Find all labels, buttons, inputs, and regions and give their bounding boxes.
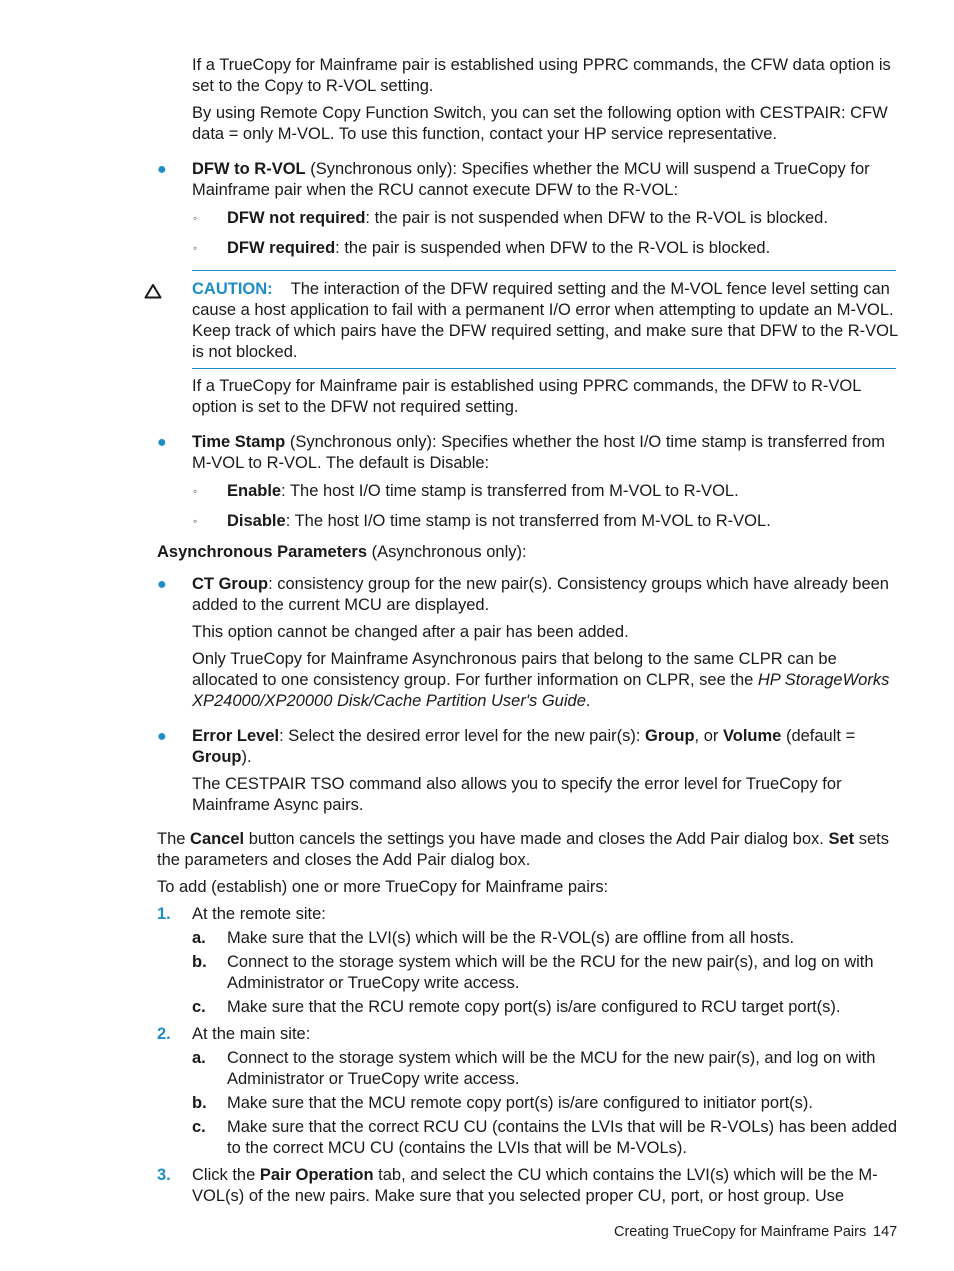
sub-item-enable: Enable: The host I/O time stamp is transferred from M-VOL to R-VOL. <box>227 482 739 500</box>
step-number: 2. <box>157 1025 171 1043</box>
step-number: 3. <box>157 1166 171 1184</box>
substep-letter: b. <box>192 1094 207 1112</box>
step-1: At the remote site: <box>192 905 326 923</box>
step-2c: Make sure that the correct RCU CU (contains the LVIs that will be R-VOLs) has been added to the correct MCU CU (contains the LVIs that will be M-VOLs). <box>227 1118 898 1157</box>
caution-top-rule <box>192 270 896 271</box>
substep-letter: c. <box>192 1118 206 1136</box>
hollow-circle-bullet: ◦ <box>193 484 198 498</box>
list-item-time-stamp: Time Stamp (Synchronous only): Specifies whether the host I/O time stamp is transferred from M-VOL to R-VOL. The default is Disable: <box>192 433 885 472</box>
caution-note: CAUTION: The interaction of the DFW required setting and the M-VOL fence level setting can cause a host application to fail with a permanent I/O error when attempting to update an M-VOL. Keep track of which pairs have the DFW required setting, and make sure that DFW to the R-VOL is not blocked. <box>192 280 898 361</box>
bullet-dot: ● <box>157 728 167 745</box>
substep-letter: a. <box>192 1049 206 1067</box>
bullet-dot: ● <box>157 576 167 593</box>
list-item-dfw-to-rvol: DFW to R-VOL (Synchronous only): Specifies whether the MCU will suspend a TrueCopy for Mainframe pair when the RCU cannot execute DFW to the R-VOL: <box>192 160 870 199</box>
heading-async-parameters: Asynchronous Parameters (Asynchronous only): <box>157 543 527 561</box>
paragraph-ct-clpr: Only TrueCopy for Mainframe Asynchronous pairs that belong to the same CLPR can be allocated to one consistency group. For further information on CLPR, see the HP StorageWorks XP24000/XP20000 Disk/Cache Partition User's Guide. <box>192 650 890 710</box>
sub-item-disable: Disable: The host I/O time stamp is not transferred from M-VOL to R-VOL. <box>227 512 771 530</box>
step-1c: Make sure that the RCU remote copy port(s) is/are configured to RCU target port(s). <box>227 998 841 1016</box>
paragraph-dfw-pprc: If a TrueCopy for Mainframe pair is established using PPRC commands, the DFW to R-VOL option is set to the DFW not required setting. <box>192 377 861 416</box>
bullet-dot: ● <box>157 434 167 451</box>
paragraph-cestpair-tso: The CESTPAIR TSO command also allows you to specify the error level for TrueCopy for Mainframe Async pairs. <box>192 775 842 814</box>
paragraph-cancel-set: The Cancel button cancels the settings you have made and closes the Add Pair dialog box. Set sets the parameters and closes the Add Pair dialog box. <box>157 830 889 869</box>
warning-triangle-icon <box>144 283 162 299</box>
list-item-ct-group: CT Group: consistency group for the new pair(s). Consistency groups which have already been added to the current MCU are displayed. <box>192 575 889 614</box>
page-number: 147 <box>873 1224 898 1240</box>
bullet-dot: ● <box>157 161 167 178</box>
sub-item-dfw-required: DFW required: the pair is suspended when DFW to the R-VOL is blocked. <box>227 239 771 257</box>
footer-section-title: Creating TrueCopy for Mainframe Pairs <box>614 1224 867 1240</box>
list-item-error-level: Error Level: Select the desired error level for the new pair(s): Group, or Volume (default = Group). <box>192 727 856 766</box>
substep-letter: c. <box>192 998 206 1016</box>
paragraph-procedure-intro: To add (establish) one or more TrueCopy for Mainframe pairs: <box>157 878 609 896</box>
paragraph-cfw-pprc: If a TrueCopy for Mainframe pair is established using PPRC commands, the CFW data option is set to the Copy to R-VOL setting. <box>192 56 891 95</box>
caution-bottom-rule <box>192 368 896 369</box>
paragraph-ct-cannot-change: This option cannot be changed after a pair has been added. <box>192 623 629 641</box>
step-3: Click the Pair Operation tab, and select the CU which contains the LVI(s) which will be the M-VOL(s) of the new pairs. Make sure that you selected proper CU, port, or host group. Use <box>192 1166 878 1205</box>
guide-reference: HP StorageWorks XP24000/XP20000 Disk/Cache Partition User's Guide <box>192 671 890 710</box>
step-2a: Connect to the storage system which will be the MCU for the new pair(s), and log on with Administrator or TrueCopy write access. <box>227 1049 876 1088</box>
substep-letter: a. <box>192 929 206 947</box>
step-2: At the main site: <box>192 1025 311 1043</box>
sub-item-dfw-not-required: DFW not required: the pair is not suspended when DFW to the R-VOL is blocked. <box>227 209 828 227</box>
step-1b: Connect to the storage system which will be the RCU for the new pair(s), and log on with Administrator or TrueCopy write access. <box>227 953 874 992</box>
substep-letter: b. <box>192 953 207 971</box>
paragraph-remote-copy-switch: By using Remote Copy Function Switch, you can set the following option with CESTPAIR: CFW data = only M-VOL. To use this function, contact your HP service representative. <box>192 104 888 143</box>
step-number: 1. <box>157 905 171 923</box>
hollow-circle-bullet: ◦ <box>193 241 198 255</box>
step-2b: Make sure that the MCU remote copy port(s) is/are configured to initiator port(s). <box>227 1094 813 1112</box>
hollow-circle-bullet: ◦ <box>193 514 198 528</box>
step-1a: Make sure that the LVI(s) which will be the R-VOL(s) are offline from all hosts. <box>227 929 795 947</box>
hollow-circle-bullet: ◦ <box>193 211 198 225</box>
caution-label: CAUTION: <box>192 280 273 298</box>
